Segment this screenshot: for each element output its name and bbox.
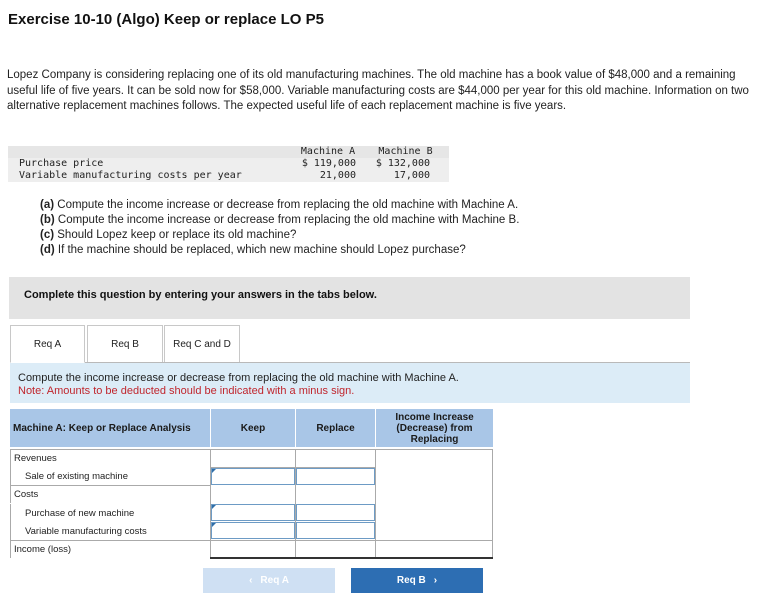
- part-tag: (c): [40, 229, 55, 241]
- machine-b-value: $ 132,000: [375, 158, 430, 169]
- grid-line: [375, 449, 376, 559]
- next-button-label: Req B: [396, 575, 426, 586]
- keep-column-header: Keep: [211, 409, 295, 447]
- complete-prompt-box: [9, 277, 690, 319]
- machine-a-value: 21,000: [319, 170, 356, 181]
- analysis-header-label: Machine A: Keep or Replace Analysis: [10, 409, 210, 447]
- machine-b-header: Machine B: [378, 146, 433, 157]
- previous-button-label: Req A: [260, 575, 289, 586]
- question-part: [40, 228, 519, 243]
- machine-table-row: [8, 158, 449, 170]
- tab-req-a[interactable]: Req A: [10, 325, 85, 363]
- previous-req-a-button[interactable]: [203, 568, 335, 593]
- question-part: [40, 213, 519, 228]
- tab-req-c-and-d[interactable]: Req C and D: [164, 325, 240, 363]
- page-title: Exercise 10-10 (Algo) Keep or replace LO P5: [8, 11, 324, 28]
- machine-a-value: $ 119,000: [301, 158, 356, 169]
- purchase-keep-input[interactable]: [211, 504, 295, 521]
- row-label: Purchase price: [19, 158, 104, 169]
- part-text: Should Lopez keep or replace its old machine?: [54, 229, 297, 241]
- sale-replace-input[interactable]: [296, 468, 375, 485]
- chevron-right-icon: ›: [433, 575, 438, 586]
- machine-table-header: [8, 146, 449, 158]
- keep-or-replace-grid: [10, 409, 493, 559]
- complete-prompt-text: Complete this question by entering your answers in the tabs below.: [24, 289, 377, 301]
- input-marker-icon: [212, 523, 216, 527]
- part-text: If the machine should be replaced, which new machine should Lopez purchase?: [54, 244, 466, 256]
- income-increase-column-header: Income Increase (Decrease) from Replacing: [376, 409, 493, 447]
- revenues-label: Revenues: [10, 449, 210, 467]
- purchase-new-machine-label: Purchase of new machine: [10, 504, 210, 522]
- instruction-text: Compute the income increase or decrease from replacing the old machine with Machine A.: [18, 372, 459, 384]
- sale-keep-input[interactable]: [211, 468, 295, 485]
- variable-manufacturing-costs-label: Variable manufacturing costs: [10, 522, 210, 540]
- question-part: [40, 243, 519, 258]
- variable-replace-input[interactable]: [296, 522, 375, 539]
- part-tag: (a): [40, 199, 55, 211]
- part-text: Compute the income increase or decrease from replacing the old machine with Machine B.: [54, 214, 520, 226]
- grid-line: [492, 449, 493, 559]
- problem-description: Lopez Company is considering replacing one of its old manufacturing machines. The old machine has a book value of $48,000 and a remaining useful life of five years. It can be sold now for $58,000. Variable manufacturing costs are $44,000 per year for this old machine. Information on two alternative replacement machines follows. The expected useful life of each replacement machine is five years.: [7, 69, 749, 112]
- tab-req-b[interactable]: Req B: [87, 325, 163, 363]
- variable-keep-input[interactable]: [211, 522, 295, 539]
- question-part: [40, 198, 519, 213]
- total-underline: [210, 557, 493, 559]
- machine-a-header: Machine A: [300, 146, 356, 157]
- costs-label: Costs: [10, 485, 210, 503]
- row-label: Variable manufacturing costs per year: [19, 170, 242, 181]
- machine-b-value: 17,000: [393, 170, 430, 181]
- purchase-replace-input[interactable]: [296, 504, 375, 521]
- part-tag: (d): [40, 244, 55, 256]
- input-marker-icon: [212, 469, 216, 473]
- machine-table-row: [8, 170, 449, 182]
- part-tag: (b): [40, 214, 55, 226]
- question-parts: [40, 198, 519, 258]
- next-req-b-button[interactable]: [351, 568, 483, 593]
- income-loss-label: Income (loss): [10, 540, 210, 558]
- replace-column-header: Replace: [296, 409, 375, 447]
- input-marker-icon: [212, 505, 216, 509]
- machine-data-table: [8, 146, 449, 182]
- part-text: Compute the income increase or decrease from replacing the old machine with Machine A.: [54, 199, 519, 211]
- chevron-left-icon: ‹: [249, 575, 253, 586]
- machine-table-header-blank: [8, 146, 294, 158]
- instruction-note: Note: Amounts to be deducted should be indicated with a minus sign.: [18, 384, 355, 397]
- instruction-box: [10, 363, 690, 403]
- sale-existing-machine-label: Sale of existing machine: [10, 467, 210, 485]
